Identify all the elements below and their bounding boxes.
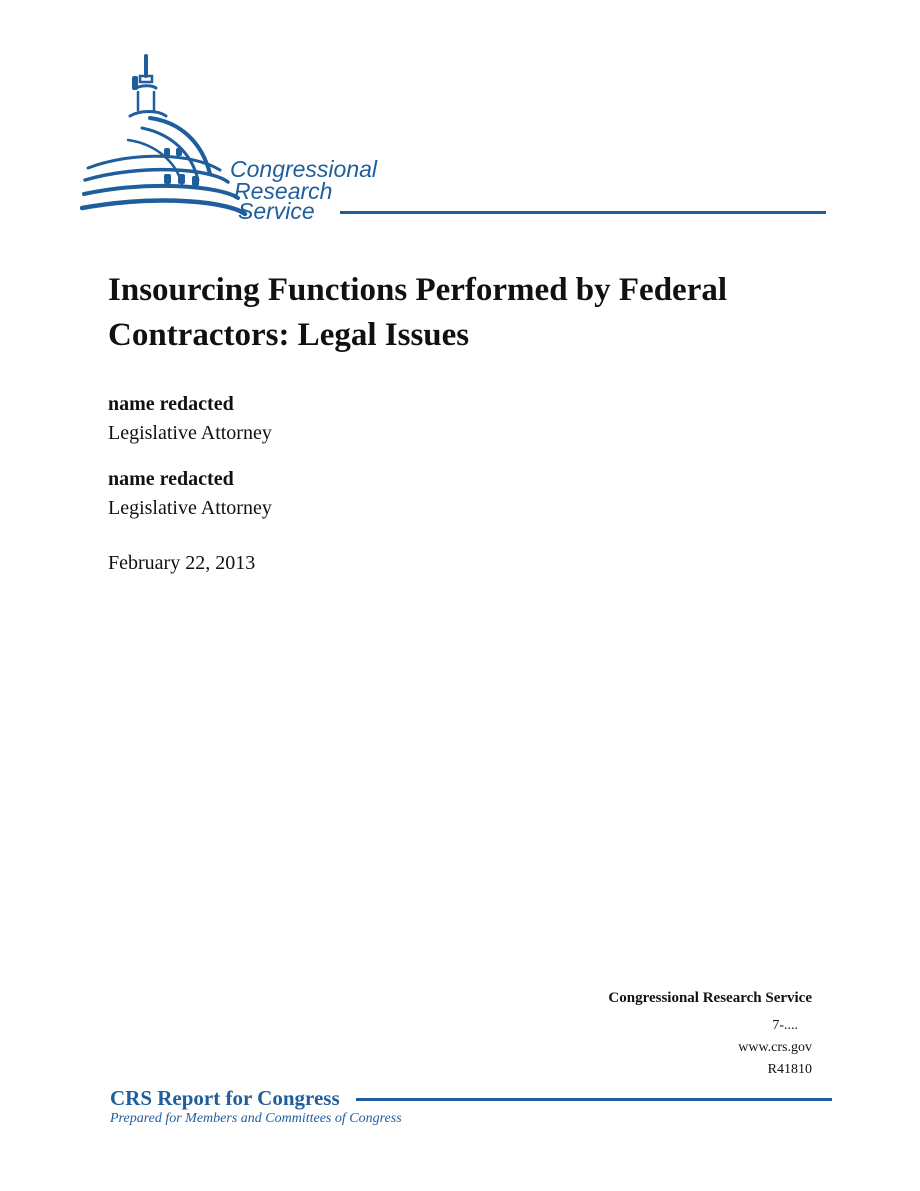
- meta-phone: 7-....: [772, 1018, 798, 1033]
- crs-logo: [80, 52, 410, 227]
- footer-title: CRS Report for Congress: [110, 1086, 340, 1110]
- meta-report-number: R41810: [767, 1062, 812, 1077]
- meta-website: www.crs.gov: [738, 1040, 812, 1055]
- logo-text-research: Research: [234, 178, 333, 204]
- report-title-line-1: Insourcing Functions Performed by Federal: [108, 272, 728, 308]
- report-title-line-2: Contractors: Legal Issues: [108, 317, 470, 353]
- author-1-name: name redacted: [108, 393, 234, 415]
- footer-divider: [356, 1098, 832, 1101]
- author-2-name: name redacted: [108, 468, 234, 490]
- footer-subtitle: Prepared for Members and Committees of Congress: [110, 1111, 402, 1126]
- report-title: [108, 268, 828, 358]
- report-date: February 22, 2013: [108, 552, 256, 574]
- logo-divider: [340, 211, 826, 214]
- meta-organization: Congressional Research Service: [608, 990, 812, 1006]
- logo-text-service: Service: [238, 198, 315, 224]
- author-1-title: Legislative Attorney: [108, 422, 272, 444]
- author-2-title: Legislative Attorney: [108, 497, 272, 519]
- logo-text-congressional: Congressional: [230, 156, 378, 182]
